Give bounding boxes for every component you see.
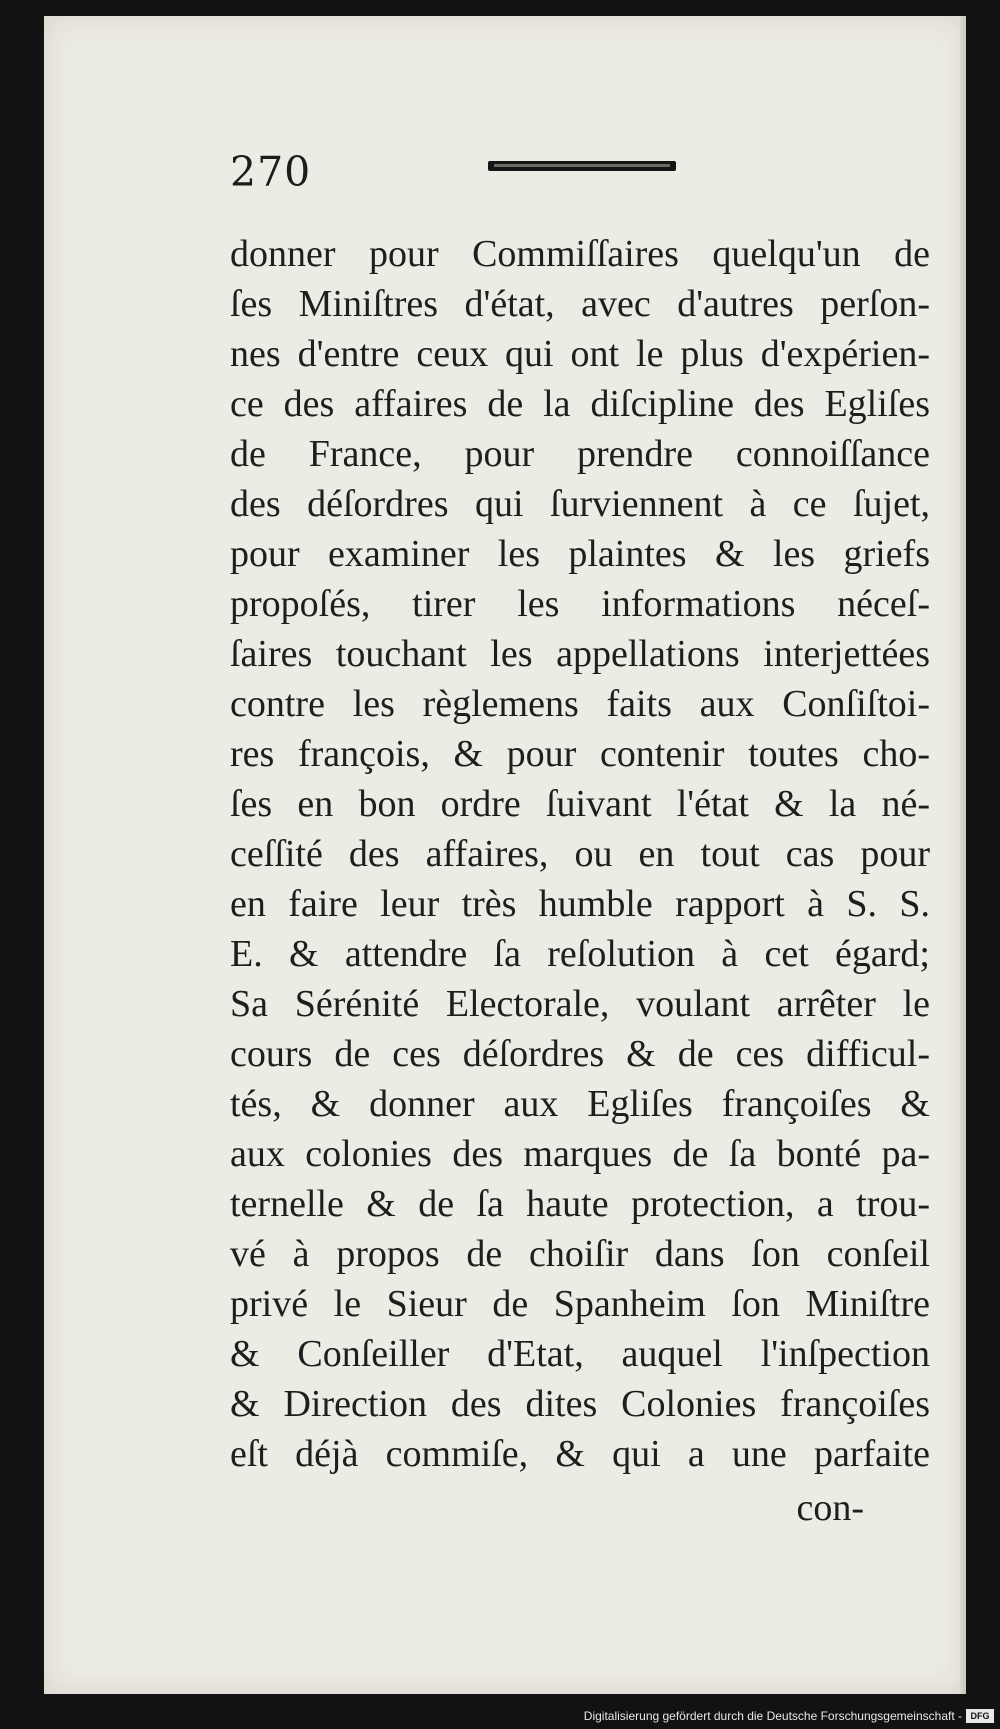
text-line: ſaires touchant les appellations interjettées	[230, 633, 930, 675]
text-line: & Direction des dites Colonies françoiſes	[230, 1383, 930, 1425]
body-text	[230, 229, 930, 1479]
text-line: en faire leur très humble rapport à S. S.	[230, 883, 930, 925]
text-line: ſes Miniſtres d'état, avec d'autres perſon-	[230, 283, 930, 325]
page-edge	[960, 16, 966, 1694]
text-line: propoſés, tirer les informations néceſ-	[230, 583, 930, 625]
text-line: nes d'entre ceux qui ont le plus d'expérien-	[230, 333, 930, 375]
text-line: privé le Sieur de Spanheim ſon Miniſtre	[230, 1283, 930, 1325]
text-line: des déſordres qui ſurviennent à ce ſujet,	[230, 483, 930, 525]
dfg-logo: DFG	[966, 1709, 994, 1723]
text-line: aux colonies des marques de ſa bonté pa-	[230, 1133, 930, 1175]
text-line: ternelle & de ſa haute protection, a trou-	[230, 1183, 930, 1225]
text-line: contre les règlemens faits aux Conſiſtoi-	[230, 683, 930, 725]
text-line: ce des affaires de la diſcipline des Egliſes	[230, 383, 930, 425]
footer-credit: Digitalisierung gefördert durch die Deutsche Forschungsgemeinschaft -	[583, 1709, 962, 1723]
text-line: vé à propos de choiſir dans ſon conſeil	[230, 1233, 930, 1275]
text-line: eſt déjà commiſe, & qui a une parfaite	[230, 1433, 930, 1475]
page-number: 270	[230, 148, 312, 196]
header-rule	[488, 161, 676, 171]
catchword: con-	[796, 1487, 864, 1529]
text-line: res françois, & pour contenir toutes cho-	[230, 733, 930, 775]
text-line: ceſſité des affaires, ou en tout cas pour	[230, 833, 930, 875]
text-line: pour examiner les plaintes & les griefs	[230, 533, 930, 575]
text-line: de France, pour prendre connoiſſance	[230, 433, 930, 475]
text-line: & Conſeiller d'Etat, auquel l'inſpection	[230, 1333, 930, 1375]
text-line: tés, & donner aux Egliſes françoiſes &	[230, 1083, 930, 1125]
footer-bar	[0, 1699, 1000, 1729]
text-line: Sa Sérénité Electorale, voulant arrêter le	[230, 983, 930, 1025]
text-line: cours de ces déſordres & de ces difficul-	[230, 1033, 930, 1075]
text-line: ſes en bon ordre ſuivant l'état & la né-	[230, 783, 930, 825]
text-line: E. & attendre ſa reſolution à cet égard;	[230, 933, 930, 975]
text-line: donner pour Commiſſaires quelqu'un de	[230, 233, 930, 275]
